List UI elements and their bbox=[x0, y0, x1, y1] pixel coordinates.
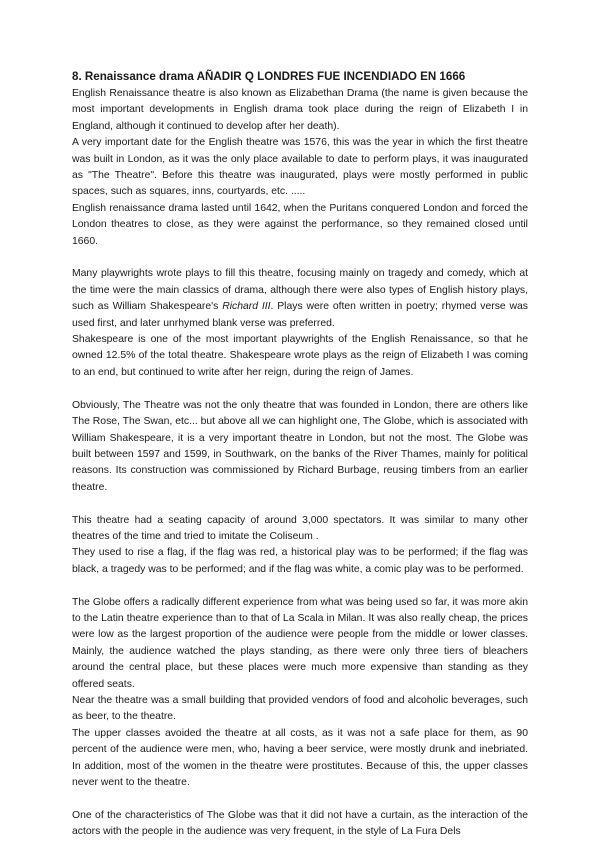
paragraph-playwrights-text-end: . Plays were often written in poetry; rhymed verse was used first, and later unrhymed blank verse was preferred. bbox=[72, 301, 528, 329]
paragraph-flags: They used to rise a flag, if the flag was red, a historical play was to be performed; if the flag was black, a tragedy was to be performed; and if the flag was white, a comic play was to be performed. bbox=[72, 547, 528, 575]
paragraph-gap bbox=[72, 791, 528, 807]
section-heading: 8. Renaissance drama AÑADIR Q LONDRES FUE INCENDIADO EN 1666 bbox=[72, 70, 466, 83]
paragraph-gap bbox=[72, 578, 528, 594]
paragraph-elizabethan-drama: English Renaissance theatre is also known as Elizabethan Drama (the name is given because the most important developments in English drama took place during the reign of Elizabeth I in England, although it continued to develop after her death). bbox=[72, 88, 528, 132]
paragraph-gap bbox=[72, 381, 528, 397]
paragraph-seating-capacity: This theatre had a seating capacity of around 3,000 spectators. It was similar to many other theatres of the time and tried to imitate the Coliseum . bbox=[72, 514, 528, 542]
paragraph-shakespeare: Shakespeare is one of the most important playwrights of the English Renaissance, so that he owned 12.5% of the total theatre. Shakespeare wrote plays as the reign of Elizabeth I was coming to an end, but continued to write after her reign, during the reign of James. bbox=[72, 334, 528, 378]
paragraph-the-globe: Obviously, The Theatre was not the only theatre that was founded in London, there are others like The Rose, The Swan, etc... but above all we can highlight one, The Globe, which is associated with William Shakespeare, it is a very important theatre in London, but not the most. The Globe was built between 1597 and 1599, in Southwark, on the banks of the River Thames, mainly for political reasons. Its construction was commissioned by Richard Burbage, reusing timbers from an earlier theatre. bbox=[72, 399, 528, 493]
paragraph-no-curtain: One of the characteristics of The Globe was that it did not have a curtain, as the interaction of the actors with the people in the audience was very frequent, in the style of La Fura Dels bbox=[72, 809, 528, 838]
paragraph-upper-classes: The upper classes avoided the theatre at all costs, as it was not a safe place for them, as 90 percent of the audience were men, who, having a beer service, were mostly drunk and inebriated. In addition, most of the women in the theatre were prostitutes. Because of this, the upper classes never went to the theatre. bbox=[72, 727, 528, 788]
paragraph-food-vendors: Near the theatre was a small building that provided vendors of food and alcoholic beverages, such as beer, to the theatre. bbox=[72, 694, 528, 723]
paragraph-playwrights bbox=[72, 266, 528, 332]
paragraph-gap bbox=[72, 496, 528, 512]
paragraph-globe-experience: The Globe offers a radically different experience from what was being used so far, it was more akin to the Latin theatre experience than to that of La Scala in Milan. It was also really cheap, the prices were low as the largest proportion of the audience were people from the middle or lower classes. Mainly, the audience watched the plays standing, as there were only three tiers of bleachers around the central place, but these places were much more expensive than standing as they offered seats. bbox=[72, 596, 528, 690]
paragraph-puritans-closure: English renaissance drama lasted until 1642, when the Puritans conquered London and forced the London theatres to close, as they were against the performance, so they remained closed until 1660. bbox=[72, 202, 528, 247]
play-title-richard-iii: Richard III bbox=[222, 301, 271, 313]
paragraph-gap bbox=[72, 250, 528, 266]
paragraph-the-theatre-1576: A very important date for the English theatre was 1576, this was the year in which the first theatre was built in London, as it was the only place available to date to perform plays, it was inaugurated as "The Theatre". Before this theatre was inaugurated, plays were mostly performed in public spaces, such as squares, inns, courtyards, etc. ..... bbox=[72, 137, 528, 198]
paragraph-playwrights-text: Many playwrights wrote plays to fill this theatre, focusing mainly on tragedy and comedy, which at the time were the main classics of drama, although there were also types of English history plays, such as William Shakespeare's bbox=[72, 268, 528, 313]
